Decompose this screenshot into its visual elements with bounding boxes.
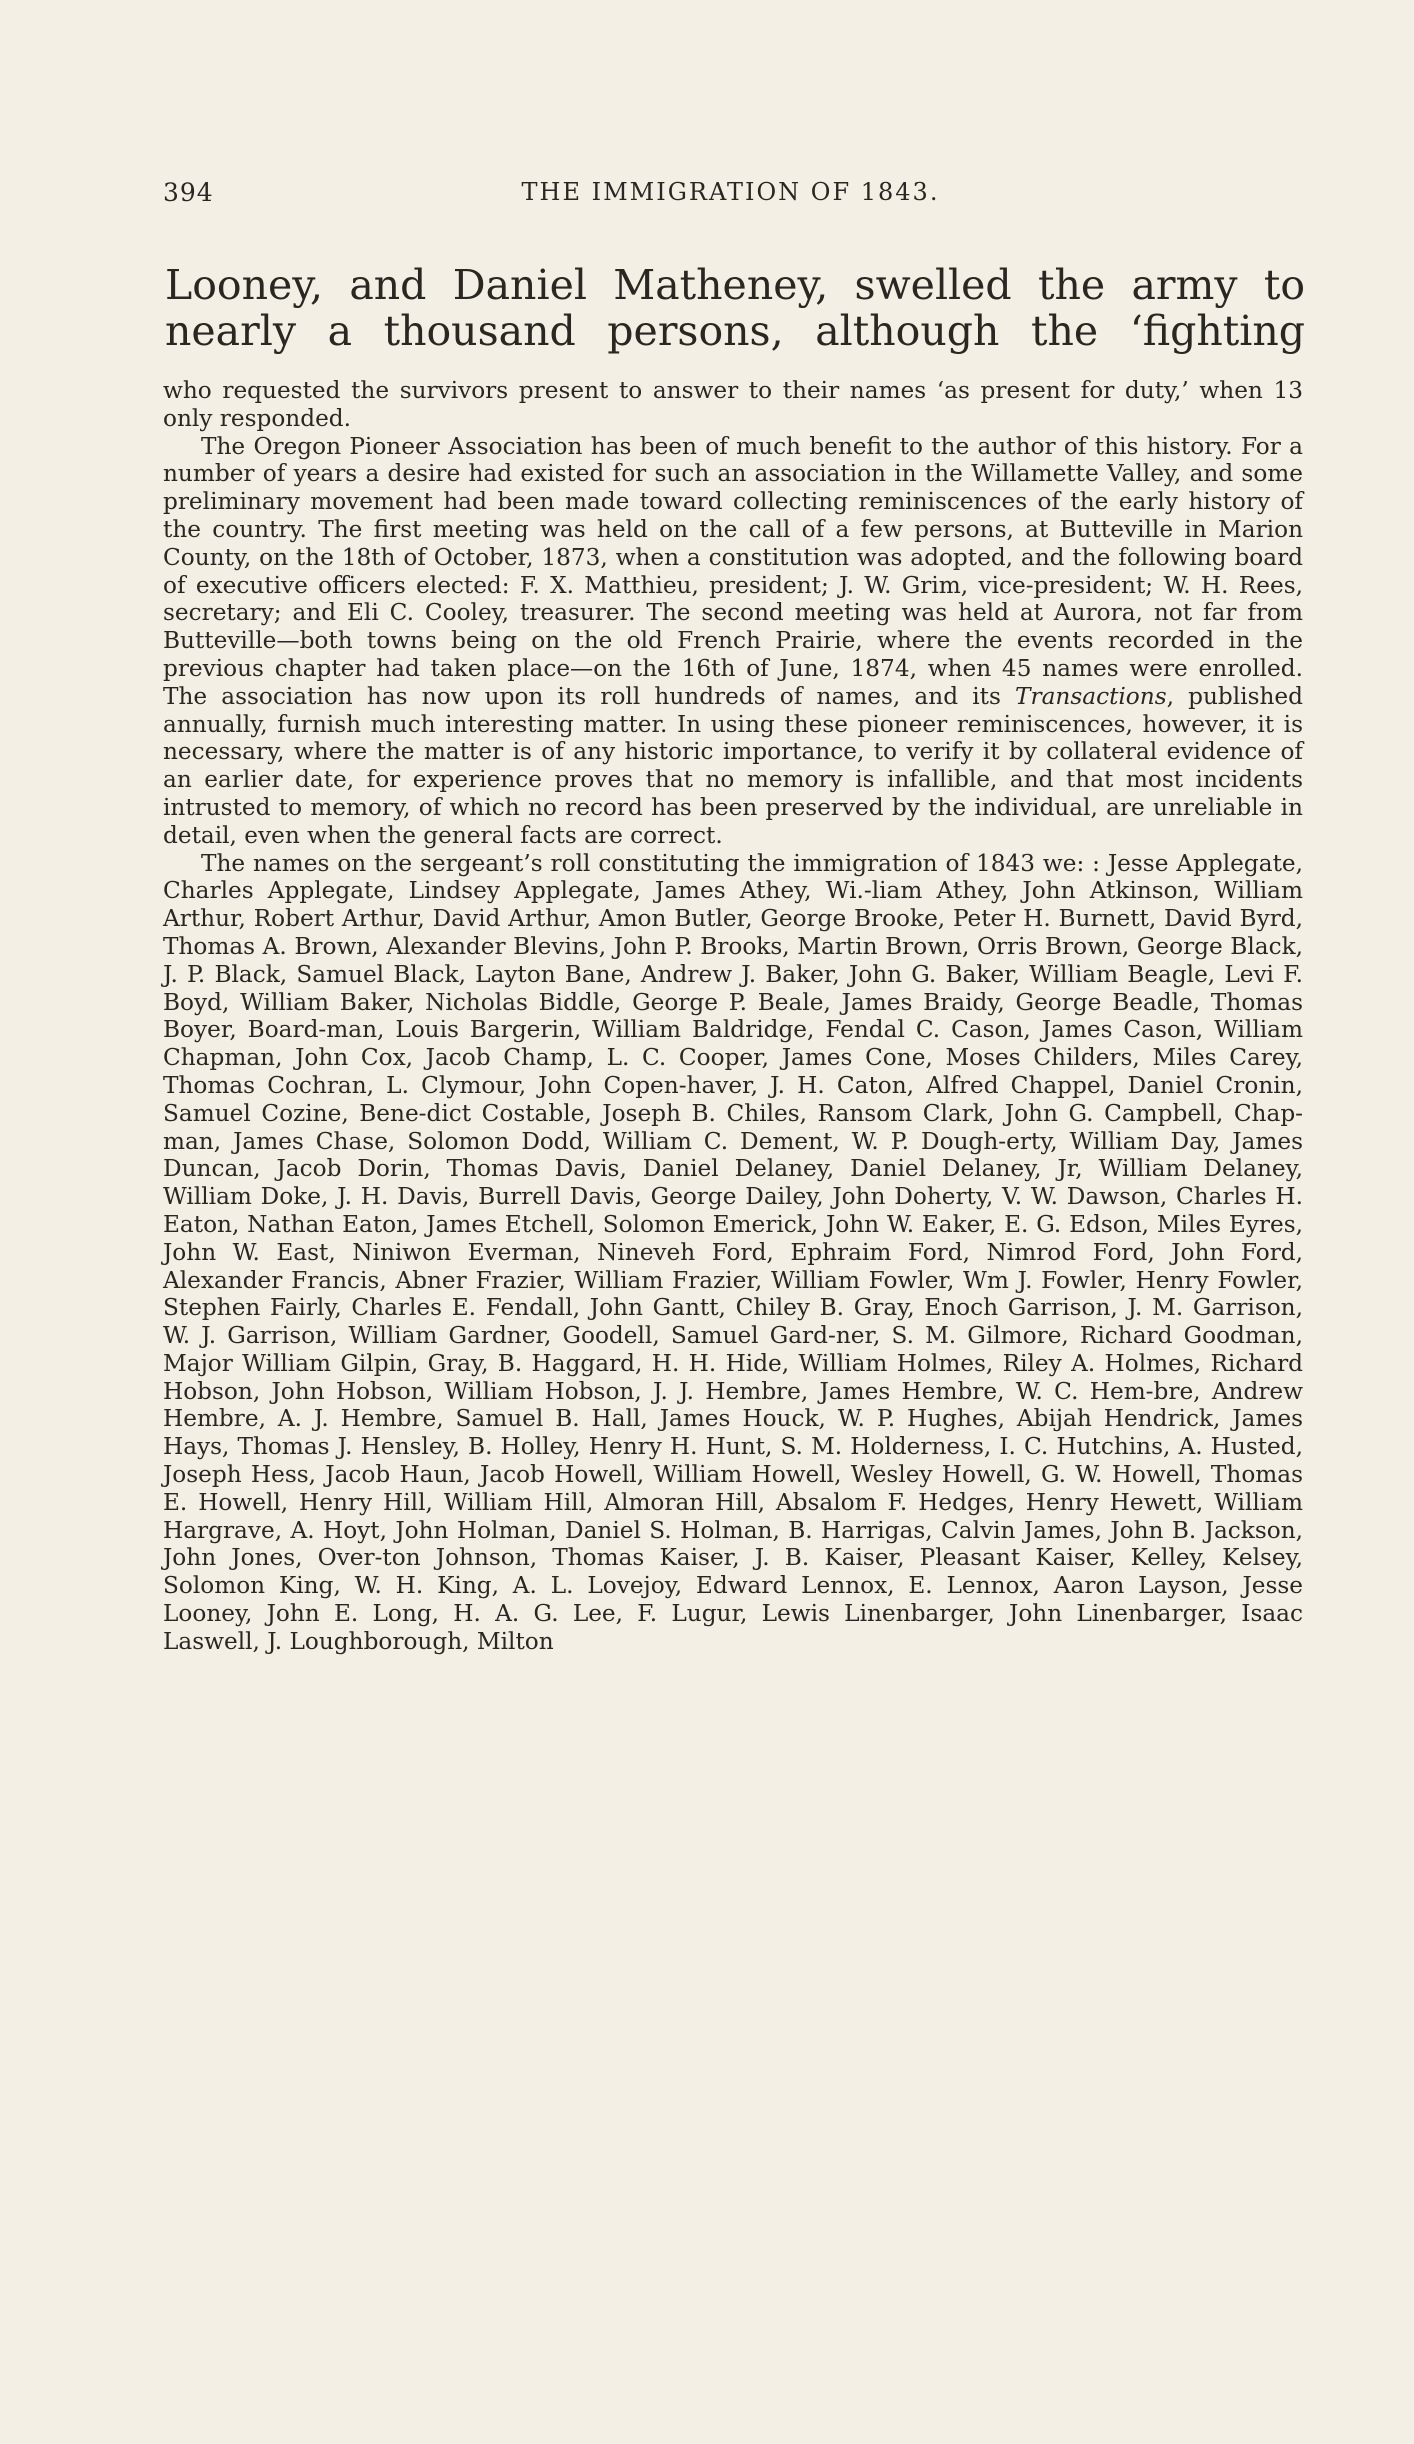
running-title: THE IMMIGRATION OF 1843. [521,178,940,206]
fragment-line-2: nearly a thousand persons, although the ‘fighting [165,307,1305,355]
running-head [163,178,1298,214]
body-text [163,377,1303,1656]
paragraph-sergeants-roll: The names on the sergeant’s roll constituting the immigration of 1843 we: : Jesse Applegate, Charles Applegate, Lindsey Applegate, James Athey, Wi.-liam Athey, John Atkinson, William Arthur, Robert Arthur, David Arthur, Amon Butler, George Brooke, Peter H. Burnett, David Byrd, Thomas A. Brown, Alexander Blevins, John P. Brooks, Martin Brown, Orris Brown, George Black, J. P. Black, Samuel Black, Layton Bane, Andrew J. Baker, John G. Baker, William Beagle, Levi F. Boyd, William Baker, Nicholas Biddle, George P. Beale, James Braidy, George Beadle, Thomas Boyer, Board-man, Louis Bargerin, William Baldridge, Fendal C. Cason, James Cason, William Chapman, John Cox, Jacob Champ, L. C. Cooper, James Cone, Moses Childers, Miles Carey, Thomas Cochran, L. Clymour, John Copen-haver, J. H. Caton, Alfred Chappel, Daniel Cronin, Samuel Cozine, Bene-dict Costable, Joseph B. Chiles, Ransom Clark, John G. Campbell, Chap-man, James Chase, Solomon Dodd, William C. Dement, W. P. Dough-erty, William Day, James Duncan, Jacob Dorin, Thomas Davis, Daniel Delaney, Daniel Delaney, Jr, William Delaney, William Doke, J. H. Davis, Burrell Davis, George Dailey, John Doherty, V. W. Dawson, Charles H. Eaton, Nathan Eaton, James Etchell, Solomon Emerick, John W. Eaker, E. G. Edson, Miles Eyres, John W. East, Niniwon Everman, Nineveh Ford, Ephraim Ford, Nimrod Ford, John Ford, Alexander Francis, Abner Frazier, William Frazier, William Fowler, Wm J. Fowler, Henry Fowler, Stephen Fairly, Charles E. Fendall, John Gantt, Chiley B. Gray, Enoch Garrison, J. M. Garrison, W. J. Garrison, William Gardner, Goodell, Samuel Gard-ner, S. M. Gilmore, Richard Goodman, Major William Gilpin, Gray, B. Haggard, H. H. Hide, William Holmes, Riley A. Holmes, Richard Hobson, John Hobson, William Hobson, J. J. Hembre, James Hembre, W. C. Hem-bre, Andrew Hembre, A. J. Hembre, Samuel B. Hall, James Houck, W. P. Hughes, Abijah Hendrick, James Hays, Thomas J. Hensley, B. Holley, Henry H. Hunt, S. M. Holderness, I. C. Hutchins, A. Husted, Joseph Hess, Jacob Haun, Jacob Howell, William Howell, Wesley Howell, G. W. Howell, Thomas E. Howell, Henry Hill, William Hill, Almoran Hill, Absalom F. Hedges, Henry Hewett, William Hargrave, A. Hoyt, John Holman, Daniel S. Holman, B. Harrigas, Calvin James, John B. Jackson, John Jones, Over-ton Johnson, Thomas Kaiser, J. B. Kaiser, Pleasant Kaiser, Kelley, Kelsey, Solomon King, W. H. King, A. L. Lovejoy, Edward Lennox, E. Lennox, Aaron Layson, Jesse Looney, John E. Long, H. A. G. Lee, F. Lugur, Lewis Linenbarger, John Linenbarger, Isaac Laswell, J. Loughborough, Milton [163,849,1303,1655]
paragraph-pioneer-association [163,433,1303,850]
transactions-italic: Transactions [1015,682,1167,710]
paragraph-continuation: who requested the survivors present to answer to their names ‘as present for duty,’ when 13 only responded. [163,377,1303,432]
fragment-line-1: Looney, and Daniel Matheney, swelled the army to [165,261,1305,309]
paragraph-text-part-2: , published annually, furnish much interesting matter. In using these pioneer reminiscences, however, it is necessary, where the matter is of any historic importance, to verify it by collateral evidence of an earlier date, for experience proves that no memory is infallible, and that most incidents intrusted to memory, of which no record has been preserved by the individual, are unreliable in detail, even when the general facts are correct. [163,682,1303,849]
paragraph-text-part-1: The Oregon Pioneer Association has been of much benefit to the author of this history. For a number of years a desire had existed for such an association in the Willamette Valley, and some preliminary movement had been made toward collecting reminiscences of the early history of the country. The first meeting was held on the call of a few persons, at Butteville in Marion County, on the 18th of October, 1873, when a constitution was adopted, and the following board of executive officers elected: F. X. Matthieu, president; J. W. Grim, vice-president; W. H. Rees, secretary; and Eli C. Cooley, treasurer. The second meeting was held at Aurora, not far from Butteville—both towns being on the old French Prairie, where the events recorded in the previous chapter had taken place—on the 16th of June, 1874, when 45 names were enrolled. The association has now upon its roll hundreds of names, and its [163,432,1303,710]
page-number: 394 [163,178,214,207]
enlarged-text-fragment [165,262,1305,354]
